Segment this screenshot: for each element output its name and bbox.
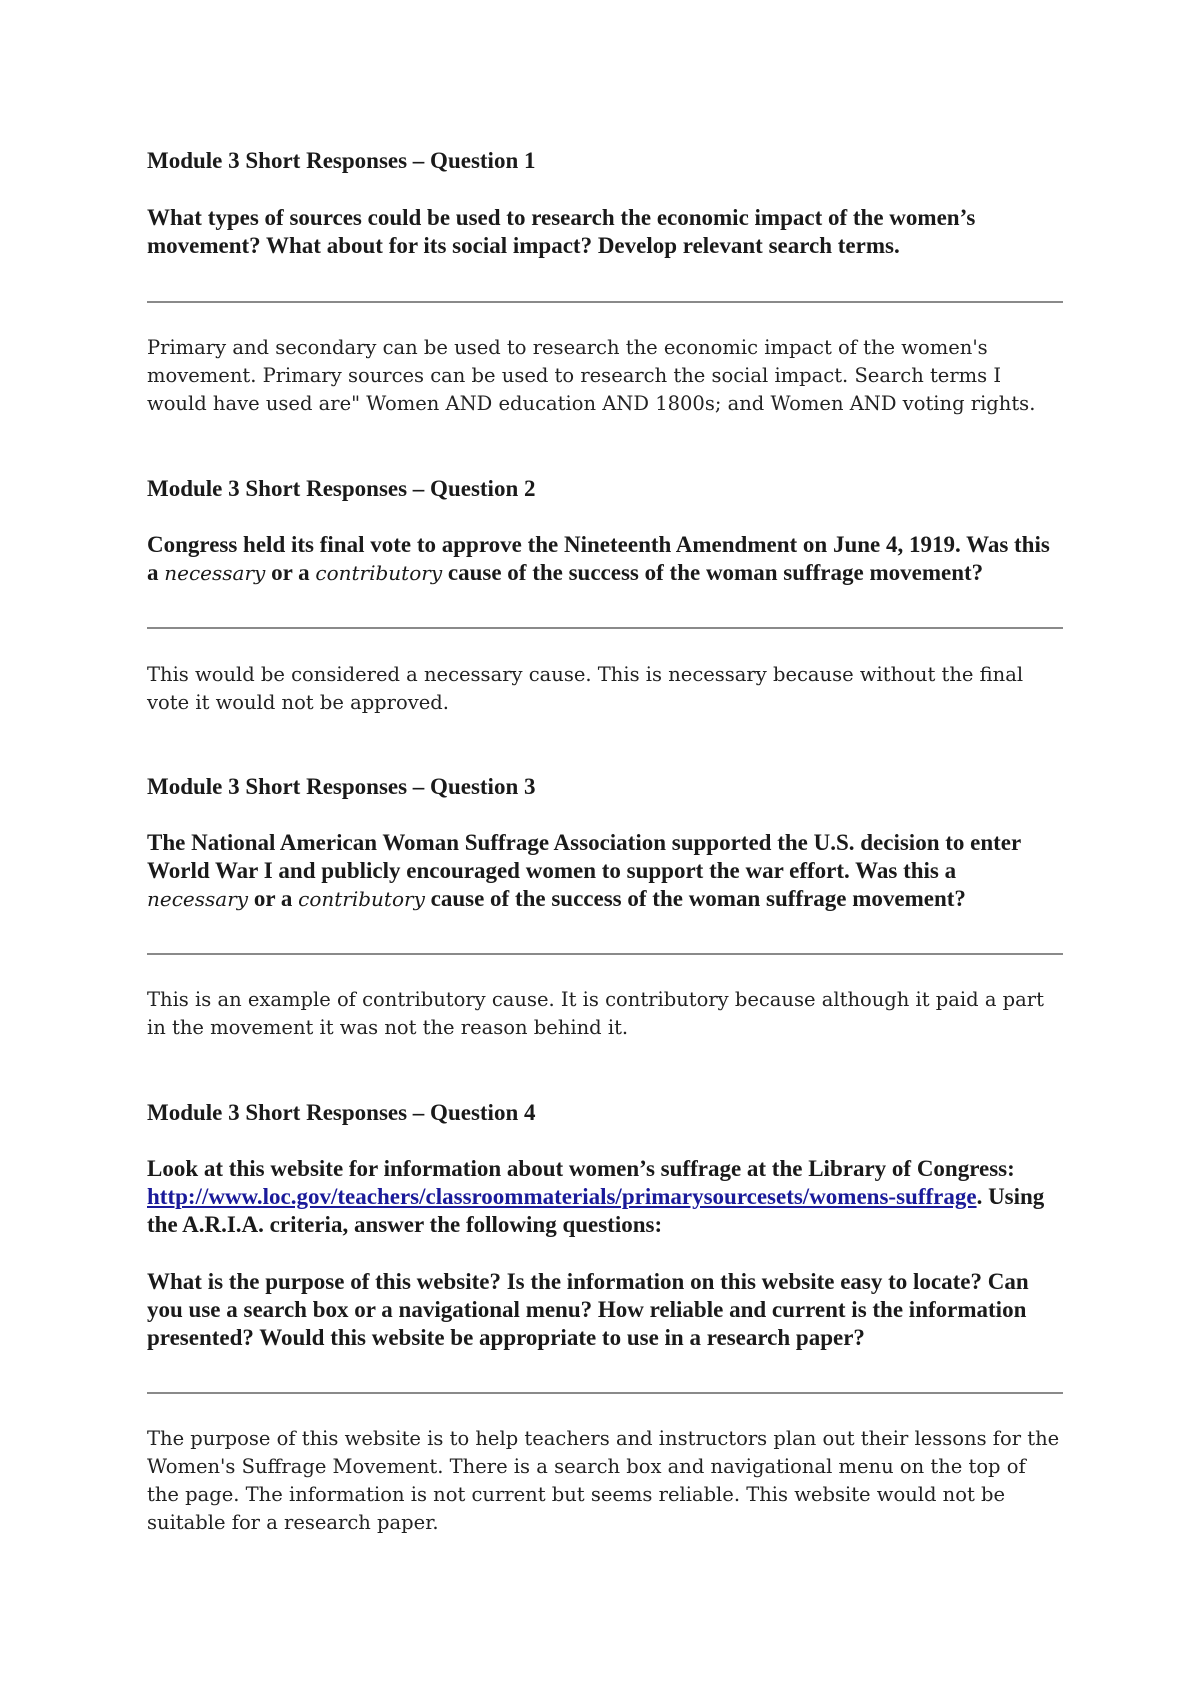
question-4-prompt-text-before: Look at this website for information about women’s suffrage at the Library of Congress: [147, 1156, 1015, 1181]
loc-website-link[interactable]: http://www.loc.gov/teachers/classroommaterials/primarysourcesets/womens-suffrage [147, 1184, 977, 1209]
question-2-answer: This would be considered a necessary cause. This is necessary because without the final vote it would not be approved. [147, 663, 1024, 714]
question-4-followup: What is the purpose of this website? Is the information on this website easy to locate? Can you use a search box or a navigational menu? How reliable and current is the information presented? Would this website be appropriate to use in a research paper? [147, 1269, 1029, 1350]
question-3-italic-contributory: contributory [298, 887, 425, 911]
question-1-heading: Module 3 Short Responses – Question 1 [147, 148, 536, 173]
question-2-prompt [147, 531, 1063, 587]
question-1-divider [147, 301, 1063, 303]
question-4-answer: The purpose of this website is to help teachers and instructors plan out their lessons for the Women's Suffrage Movement. There is a search box and navigational menu on the top of the page. The information is not current but seems reliable. This website would not be suitable for a research paper. [147, 1427, 1060, 1534]
question-4-divider [147, 1392, 1063, 1394]
question-3-prompt-text-after: cause of the success of the woman suffrage movement? [424, 886, 966, 911]
question-3-prompt-text-before: The National American Woman Suffrage Association supported the U.S. decision to enter World War I and publicly encouraged women to support the war effort. Was this a [147, 830, 1021, 883]
question-3-italic-necessary: necessary [147, 887, 249, 911]
question-1-prompt [147, 204, 1047, 260]
question-2-heading: Module 3 Short Responses – Question 2 [147, 476, 536, 501]
question-2-italic-contributory: contributory [315, 561, 443, 585]
question-3-answer: This is an example of contributory cause. It is contributory because although it paid a part in the movement it was not the reason behind it. [147, 988, 1044, 1039]
question-2-italic-necessary: necessary [164, 561, 266, 585]
question-4-prompt [147, 1155, 1063, 1239]
question-1-answer: Primary and secondary can be used to research the economic impact of the women's movement. Primary sources can be used to research the social impact. Search terms I would have used are" Women AND education AND 1800s; and Women AND voting rights. [147, 336, 1036, 415]
question-3-prompt-text-middle: or a [248, 886, 299, 911]
question-1-prompt-text: What types of sources could be used to research the economic impact of the women’s movement? What about for its social impact? Develop relevant search terms. [147, 205, 976, 258]
question-4-prompt-text-after: . Using the A.R.I.A. criteria, answer the following questions: [147, 1184, 1045, 1237]
question-4-heading: Module 3 Short Responses – Question 4 [147, 1100, 536, 1125]
question-2-prompt-text-before: Congress held its final vote to approve the Nineteenth Amendment on June 4, 1919. Was this a [147, 532, 1050, 585]
question-2-prompt-text-after: cause of the success of the woman suffrage movement? [442, 560, 984, 585]
question-2-divider [147, 627, 1063, 629]
question-3-prompt [147, 829, 1057, 913]
question-3-heading: Module 3 Short Responses – Question 3 [147, 774, 536, 799]
question-3-divider [147, 953, 1063, 955]
question-2-prompt-text-middle: or a [265, 560, 316, 585]
